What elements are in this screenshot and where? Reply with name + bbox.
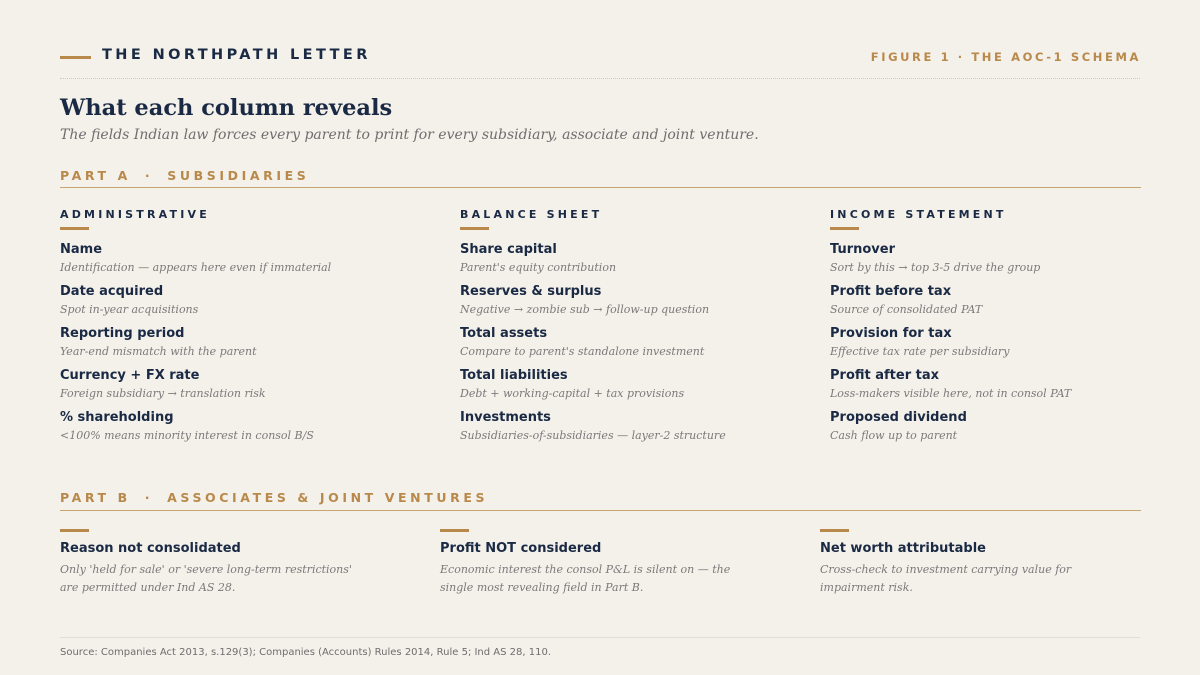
- field-description: Year-end mismatch with the parent: [60, 345, 257, 358]
- item-accent-rule: [820, 529, 849, 532]
- page-subtitle: The fields Indian law forces every parent to print for every subsidiary, associate and joint venture.: [60, 127, 759, 143]
- source-note: Source: Companies Act 2013, s.129(3); Companies (Accounts) Rules 2014, Rule 5; Ind AS 28, 110.: [60, 647, 552, 658]
- field-item: [60, 241, 420, 283]
- column-administrative: [60, 208, 420, 451]
- field-description: Source of consolidated PAT: [830, 303, 983, 316]
- field-name: Reporting period: [60, 326, 185, 341]
- field-description: Cash flow up to parent: [830, 429, 958, 442]
- item-description: Cross-check to investment carrying value for impairment risk.: [820, 563, 1072, 594]
- field-description: Debt + working-capital + tax provisions: [460, 387, 685, 400]
- field-description: Parent's equity contribution: [460, 261, 617, 274]
- field-description: Sort by this → top 3-5 drive the group: [830, 261, 1041, 274]
- field-name: Provision for tax: [830, 326, 952, 341]
- item-name: Profit NOT considered: [440, 541, 602, 556]
- field-item: [830, 325, 1140, 367]
- item-accent-rule: [60, 529, 89, 532]
- part-a-label: PART A: [60, 168, 131, 183]
- column-income-statement: [830, 208, 1140, 451]
- field-item: [60, 325, 420, 367]
- field-description: Foreign subsidiary → translation risk: [60, 387, 266, 400]
- part-b-item-net-worth: [820, 529, 1140, 597]
- header-divider: [60, 78, 1140, 79]
- part-b-separator: ·: [144, 490, 154, 505]
- field-description: Loss-makers visible here, not in consol PAT: [830, 387, 1072, 400]
- field-name: Currency + FX rate: [60, 368, 200, 383]
- item-name: Net worth attributable: [820, 541, 986, 556]
- part-a-separator: ·: [144, 168, 154, 183]
- field-name: Total assets: [460, 326, 548, 341]
- field-name: Profit after tax: [830, 368, 940, 383]
- field-description: Identification — appears here even if immaterial: [60, 261, 332, 274]
- field-item: [60, 409, 420, 451]
- part-b-item-reason: [60, 529, 380, 597]
- part-b-label: PART B: [60, 490, 131, 505]
- part-a-name: SUBSIDIARIES: [167, 168, 310, 183]
- field-name: Share capital: [460, 242, 557, 257]
- field-item: [830, 241, 1140, 283]
- column-balance-sheet: [460, 208, 820, 451]
- field-name: Name: [60, 242, 103, 257]
- field-description: <100% means minority interest in consol B/S: [60, 429, 314, 442]
- field-item: [830, 367, 1140, 409]
- field-name: Investments: [460, 410, 551, 425]
- item-description: Only 'held for sale' or 'severe long-term restrictions' are permitted under Ind AS 28.: [60, 563, 352, 594]
- field-item: [460, 241, 820, 283]
- field-name: Profit before tax: [830, 284, 952, 299]
- part-b-rule: [60, 510, 1141, 511]
- item-description: Economic interest the consol P&L is silent on — the single most revealing field in Part B.: [440, 563, 731, 594]
- column-accent-rule: [830, 227, 859, 230]
- part-b-name: ASSOCIATES & JOINT VENTURES: [167, 490, 489, 505]
- field-name: % shareholding: [60, 410, 174, 425]
- field-item: [460, 283, 820, 325]
- column-accent-rule: [60, 227, 89, 230]
- field-name: Date acquired: [60, 284, 164, 299]
- field-item: [60, 283, 420, 325]
- column-accent-rule: [460, 227, 489, 230]
- field-description: Compare to parent's standalone investment: [460, 345, 705, 358]
- field-name: Total liabilities: [460, 368, 568, 383]
- field-item: [460, 409, 820, 451]
- part-a-rule: [60, 187, 1141, 188]
- field-name: Reserves & surplus: [460, 284, 602, 299]
- field-item: [60, 367, 420, 409]
- field-description: Negative → zombie sub → follow-up question: [460, 303, 710, 316]
- footer-divider: [60, 637, 1140, 638]
- part-a-heading: [60, 168, 309, 183]
- field-description: Effective tax rate per subsidiary: [830, 345, 1010, 358]
- part-b-item-profit: [440, 529, 760, 597]
- column-heading: ADMINISTRATIVE: [60, 208, 210, 221]
- item-name: Reason not consolidated: [60, 541, 241, 556]
- column-heading: INCOME STATEMENT: [830, 208, 1007, 221]
- field-name: Turnover: [830, 242, 895, 257]
- field-item: [830, 283, 1140, 325]
- field-name: Proposed dividend: [830, 410, 967, 425]
- item-accent-rule: [440, 529, 469, 532]
- field-description: Spot in-year acquisitions: [60, 303, 199, 316]
- field-item: [830, 409, 1140, 451]
- field-item: [460, 367, 820, 409]
- field-item: [460, 325, 820, 367]
- part-b-heading: [60, 490, 488, 505]
- brand-accent-rule: [60, 56, 91, 59]
- field-description: Subsidiaries-of-subsidiaries — layer-2 structure: [460, 429, 726, 442]
- figure-label: FIGURE 1 · THE AOC-1 SCHEMA: [870, 50, 1141, 64]
- column-heading: BALANCE SHEET: [460, 208, 603, 221]
- brand-name: THE NORTHPATH LETTER: [102, 47, 371, 63]
- page-title: What each column reveals: [60, 95, 393, 121]
